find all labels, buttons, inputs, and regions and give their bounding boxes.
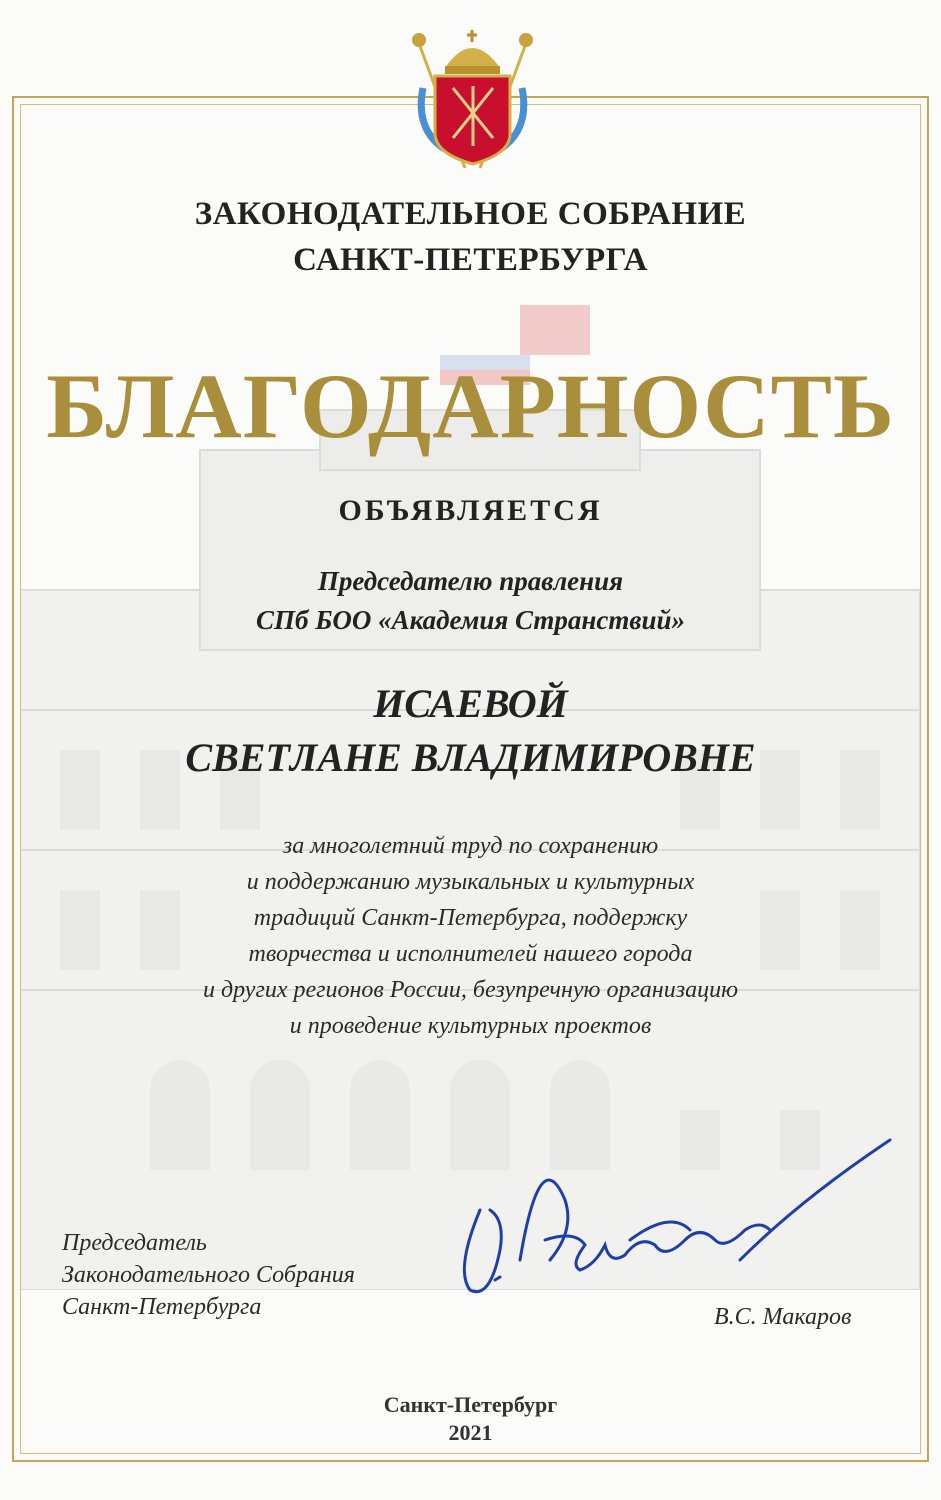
- signer-title-line3: Санкт-Петербурга: [62, 1294, 262, 1320]
- organization-name-line2: САНКТ-ПЕТЕРБУРГА: [293, 242, 648, 278]
- announce-heading: ОБЪЯВЛЯЕТСЯ: [338, 494, 603, 527]
- coat-of-arms-emblem: [405, 28, 540, 178]
- handwritten-signature: [440, 1130, 900, 1320]
- issue-year: 2021: [448, 1420, 493, 1445]
- signer-title-line1: Председатель: [62, 1230, 207, 1256]
- reason-line: и других регионов России, безупречную организацию: [202, 977, 738, 1003]
- organization-name-line1: ЗАКОНОДАТЕЛЬНОЕ СОБРАНИЕ: [194, 196, 747, 232]
- recipient-position-line1: Председателю правления: [317, 566, 624, 596]
- reason-line: и поддержанию музыкальных и культурных: [246, 869, 695, 895]
- signer-name: В.С. Макаров: [714, 1304, 852, 1330]
- recipient-position-line2: СПб БОО «Академия Странствий»: [256, 605, 685, 635]
- reason-line: традиций Санкт-Петербурга, поддержку: [253, 905, 688, 931]
- reason-line: за многолетний труд по сохранению: [282, 833, 659, 859]
- reason-line: творчества и исполнителей нашего города: [248, 941, 693, 967]
- certificate-title: БЛАГОДАРНОСТЬ: [46, 355, 895, 457]
- reason-line: и проведение культурных проектов: [289, 1013, 652, 1039]
- signer-title-line2: Законодательного Собрания: [62, 1262, 355, 1288]
- recipient-given-names: СВЕТЛАНЕ ВЛАДИМИРОВНЕ: [185, 735, 756, 780]
- recipient-surname: ИСАЕВОЙ: [373, 681, 568, 726]
- issue-city: Санкт-Петербург: [383, 1392, 558, 1417]
